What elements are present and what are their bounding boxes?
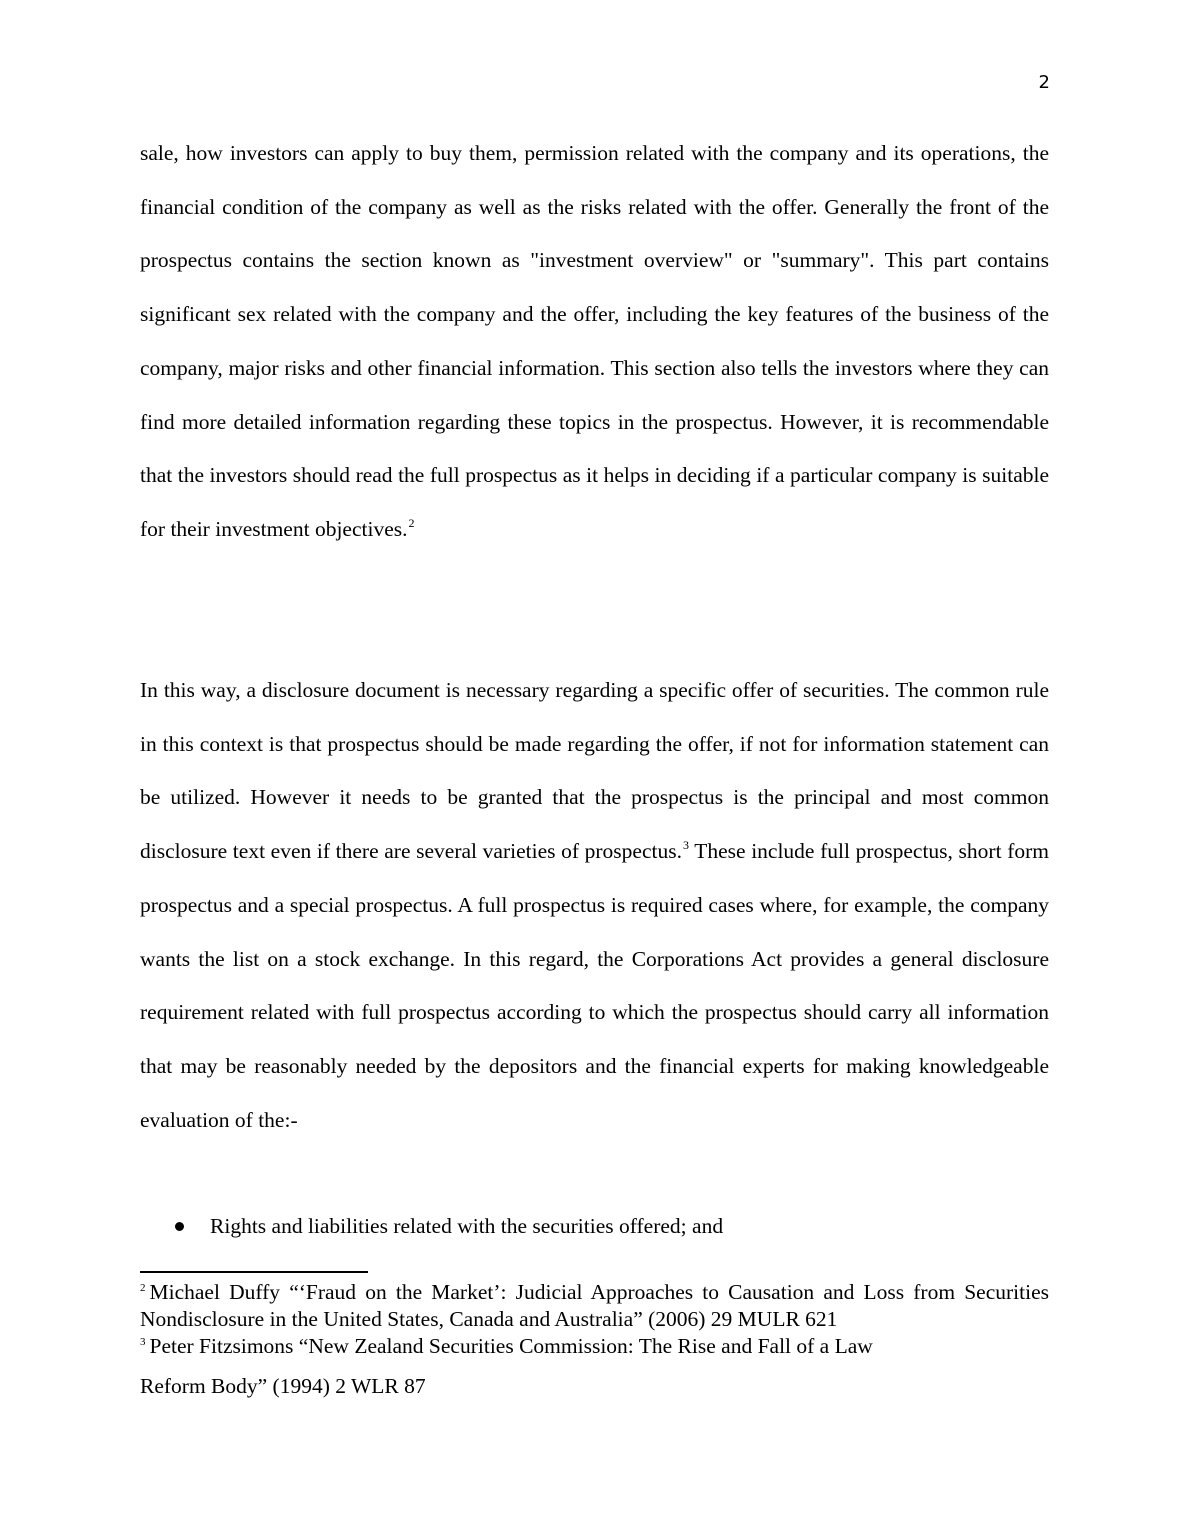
footnotes xyxy=(140,1279,1049,1400)
footnote-text: Peter Fitzsimons “New Zealand Securities Commission: The Rise and Fall of a Law xyxy=(149,1334,873,1358)
bullet-icon xyxy=(175,1222,184,1231)
paragraph-text: These include full prospectus, short form prospectus and a special prospectus. A full prospectus is required cases where, for example, the company wants the list on a stock exchange. In this regard, the Corporations Act provides a general disclosure requirement related with full prospectus according to which the prospectus should carry all information that may be reasonably needed by the depositors and the financial experts for making knowledgeable evaluation of the:- xyxy=(140,839,1049,1132)
footnote-reference[interactable]: 2 xyxy=(408,515,415,530)
body-paragraph xyxy=(140,664,1049,1147)
bullet-list xyxy=(140,1200,1049,1254)
footnote-2 xyxy=(140,1279,1049,1333)
body-paragraph xyxy=(140,127,1049,557)
footnote-3 xyxy=(140,1333,1049,1360)
footnote-reference[interactable]: 3 xyxy=(682,838,689,853)
footnote-separator xyxy=(140,1271,368,1273)
list-item xyxy=(140,1200,1049,1254)
footnote-text: Michael Duffy “‘Fraud on the Market’: Judicial Approaches to Causation and Loss from Securities Nondisclosure in the United States, Canada and Australia” (2006) 29 MULR 621 xyxy=(140,1280,1049,1331)
paragraph-text: sale, how investors can apply to buy them, permission related with the company and its operations, the financial condition of the company as well as the risks related with the offer. Generally the front of the prospectus contains the section known as "investment overview" or "summary". This part contains significant sex related with the company and the offer, including the key features of the business of the company, major risks and other financial information. This section also tells the investors where they can find more detailed information regarding these topics in the prospectus. However, it is recommendable that the investors should read the full prospectus as it helps in deciding if a particular company is suitable for their investment objectives. xyxy=(140,141,1049,541)
paragraph-text: In this way, a disclosure document is necessary regarding a specific offer of securities. The common rule in this context is that prospectus should be made regarding the offer, if not for information statement can be utilized. However it needs to be granted that the prospectus is the principal and most common disclosure text even if there are several varieties of prospectus. xyxy=(140,678,1049,864)
list-item-text: Rights and liabilities related with the securities offered; and xyxy=(210,1214,724,1238)
footnote-text: Reform Body” (1994) 2 WLR 87 xyxy=(140,1374,426,1398)
footnote-marker: 2 xyxy=(140,1282,146,1294)
footnote-3-continuation xyxy=(140,1373,1049,1400)
footnote-marker: 3 xyxy=(140,1336,146,1348)
page-number: 2 xyxy=(1038,72,1050,93)
